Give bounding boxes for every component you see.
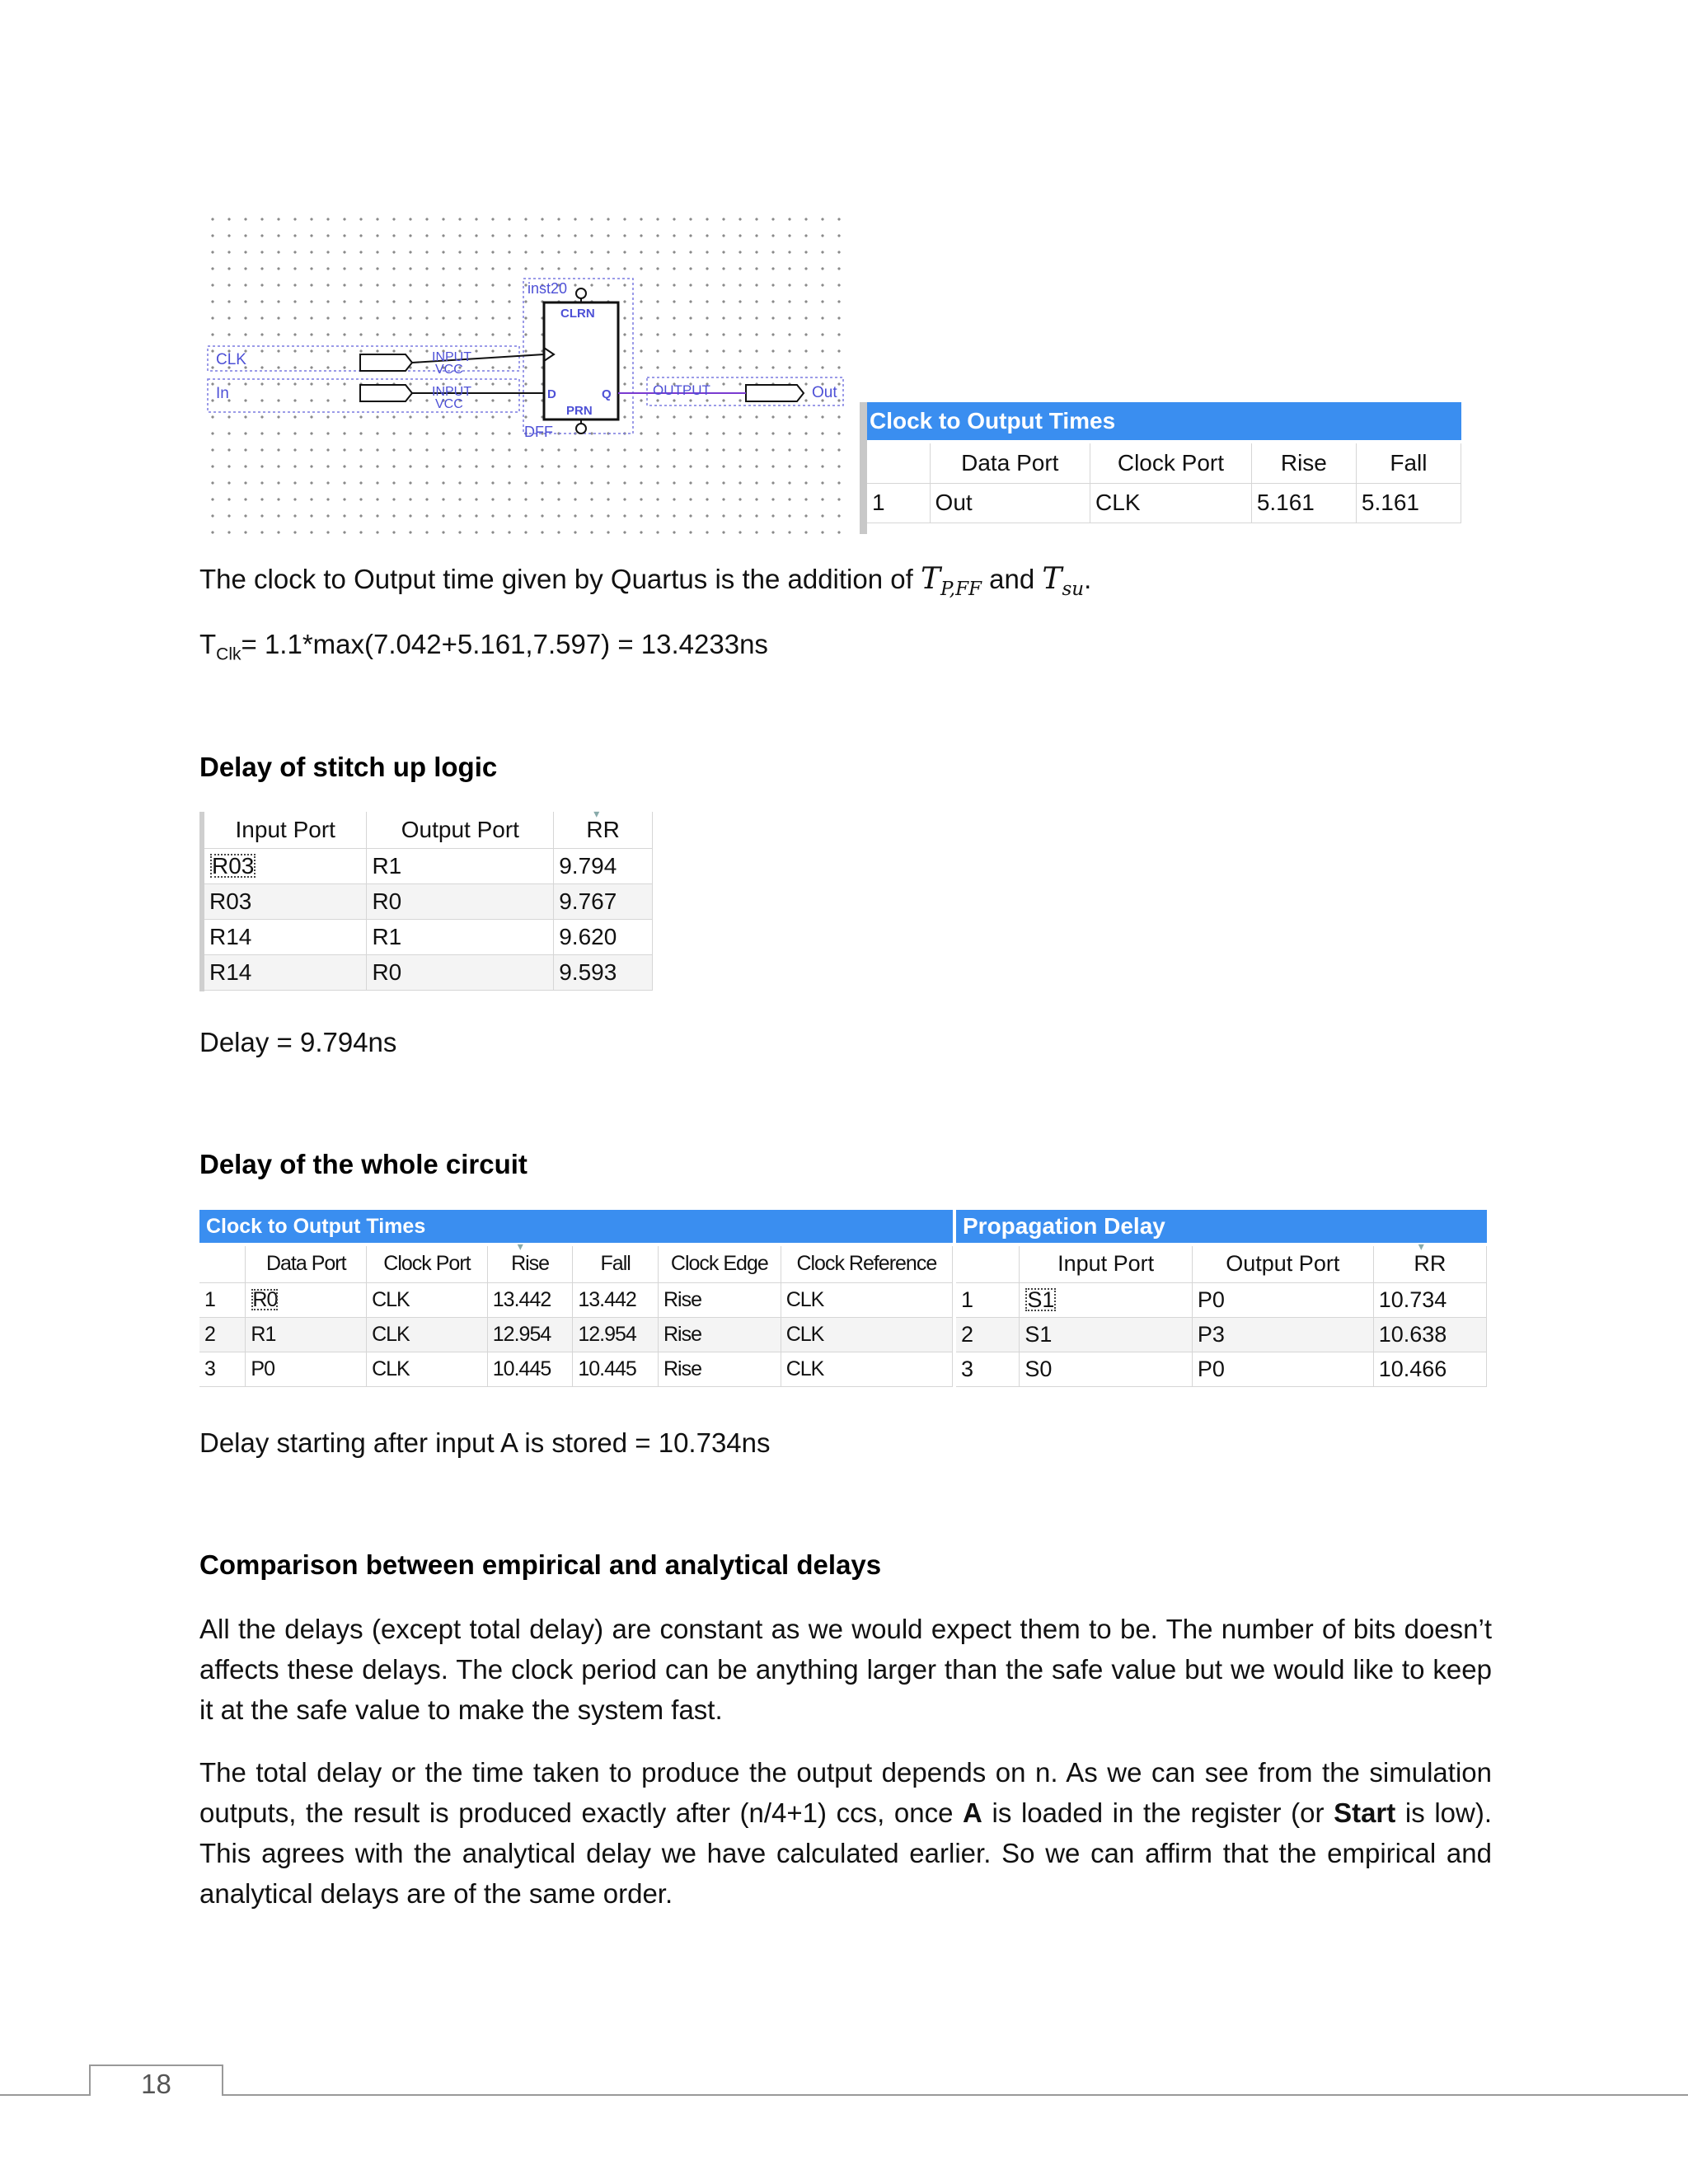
schematic-canvas bbox=[199, 206, 846, 536]
input-port-cell: R14 bbox=[204, 954, 367, 990]
in-input-pin bbox=[360, 385, 412, 401]
col-header: Output Port bbox=[367, 812, 554, 848]
rr-cell: 10.466 bbox=[1373, 1352, 1486, 1386]
output-port-cell: P3 bbox=[1192, 1317, 1373, 1352]
clock-reference-cell: CLK bbox=[781, 1352, 952, 1386]
compare-paragraph-1: All the delays (except total delay) are constant as we would expect them to be. The number of bits doesn’t affects these delays. The clock period can be anything larger than the safe value but we would like to keep it at the safe value to make the system fast. bbox=[199, 1614, 1492, 1725]
dff-label: DFF bbox=[524, 424, 553, 440]
table-header-row bbox=[204, 812, 653, 848]
table-header-row bbox=[956, 1246, 1487, 1282]
table-row[interactable] bbox=[199, 1352, 953, 1386]
vcc-label-2: VCC bbox=[435, 397, 463, 411]
data-port-cell: R0 bbox=[246, 1282, 367, 1317]
cto-big-table bbox=[199, 1240, 953, 1387]
output-port-cell: R1 bbox=[367, 848, 554, 883]
page-number: 18 bbox=[141, 2069, 171, 2099]
col-header: Clock Edge bbox=[658, 1246, 781, 1282]
col-header: ▾ Rise bbox=[487, 1246, 573, 1282]
rise-cell: 10.445 bbox=[487, 1352, 573, 1386]
delay-whole-text: Delay starting after input A is stored = 10.734ns bbox=[199, 1427, 771, 1458]
col-header: Rise bbox=[1251, 443, 1356, 483]
input-port-cell: R03 bbox=[204, 883, 367, 919]
table-row[interactable] bbox=[204, 954, 653, 990]
input-type-label-2: INPUT bbox=[432, 385, 471, 399]
out-output-pin bbox=[746, 385, 804, 401]
vcc-label-1: VCC bbox=[435, 363, 463, 377]
table-row[interactable] bbox=[204, 919, 653, 954]
col-header: Fall bbox=[573, 1246, 659, 1282]
fall-cell: 10.445 bbox=[573, 1352, 659, 1386]
symbol-t-su: $T_{su}$ bbox=[1042, 562, 1085, 601]
col-header: Data Port bbox=[930, 443, 1090, 483]
prop-delay-table bbox=[956, 1240, 1487, 1387]
col-header bbox=[199, 1246, 246, 1282]
table-row[interactable] bbox=[204, 848, 653, 883]
input-port-cell: R03 bbox=[204, 848, 367, 883]
dff-schematic bbox=[199, 206, 846, 536]
clk-label: CLK bbox=[216, 351, 246, 368]
table-row[interactable] bbox=[204, 883, 653, 919]
clrn-label: CLRN bbox=[560, 307, 595, 321]
table-row[interactable] bbox=[956, 1317, 1487, 1352]
col-header bbox=[867, 443, 930, 483]
cto-small-left-bar bbox=[860, 402, 867, 534]
rr-cell: 9.593 bbox=[554, 954, 653, 990]
row-index: 3 bbox=[956, 1352, 1020, 1386]
row-index: 1 bbox=[867, 483, 930, 523]
clock-port-cell: CLK bbox=[367, 1317, 488, 1352]
col-header: Data Port bbox=[246, 1246, 367, 1282]
clrn-bubble bbox=[576, 288, 586, 298]
row-index: 1 bbox=[956, 1282, 1020, 1317]
intro-text: The clock to Output time given by Quartus is the addition of bbox=[199, 564, 921, 594]
cto-small-table bbox=[867, 443, 1461, 523]
data-port-cell: R1 bbox=[246, 1317, 367, 1352]
col-header: Clock Port bbox=[1090, 443, 1252, 483]
col-header: ▾ RR bbox=[554, 812, 653, 848]
out-label: Out bbox=[812, 384, 837, 401]
tclk-equation: $T_{Clk}= 1.1*\max(7.042+5.161,7.597) = 13.4233ns$ bbox=[199, 629, 768, 664]
stitch-table bbox=[204, 807, 653, 991]
fall-cell: 12.954 bbox=[573, 1317, 659, 1352]
symbol-t-pff: $T_{P,FF}$ bbox=[920, 562, 982, 601]
clock-reference-cell: CLK bbox=[781, 1282, 952, 1317]
clock-edge-cell: Rise bbox=[658, 1352, 781, 1386]
input-port-cell: S0 bbox=[1020, 1352, 1193, 1386]
intro-paragraph: The clock to Output time given by Quartus is the addition of $T_{P,FF}$ and $T_{su}$. bbox=[199, 562, 1092, 601]
output-port-cell: P0 bbox=[1192, 1282, 1373, 1317]
fall-cell: 5.161 bbox=[1356, 483, 1461, 523]
compare-paragraph-2: The total delay or the time taken to produce the output depends on n. As we can see from the simulation outputs, the result is produced exactly after (n/4+1) ccs, once A is loaded in the register (or Start is low). This agrees with the analytical delay we have calculated earlier. So we can affirm that the empirical and analytical delays are of the same order. bbox=[199, 1757, 1493, 1909]
prop-delay-title: Propagation Delay bbox=[956, 1210, 1487, 1243]
col-header: Output Port bbox=[1192, 1246, 1373, 1282]
table-row[interactable] bbox=[956, 1352, 1487, 1386]
col-header: Clock Port bbox=[367, 1246, 488, 1282]
prn-bubble bbox=[576, 424, 586, 434]
rise-cell: 13.442 bbox=[487, 1282, 573, 1317]
table-row[interactable] bbox=[867, 483, 1461, 523]
input-port-cell: S1 bbox=[1020, 1317, 1193, 1352]
heading-stitch: Delay of stitch up logic bbox=[199, 752, 498, 782]
rr-cell: 10.638 bbox=[1373, 1317, 1486, 1352]
row-index: 2 bbox=[956, 1317, 1020, 1352]
rr-cell: 9.620 bbox=[554, 919, 653, 954]
col-header: Input Port bbox=[204, 812, 367, 848]
cto-small-title: Clock to Output Times bbox=[863, 402, 1461, 440]
table-row[interactable] bbox=[956, 1282, 1487, 1317]
clock-port-cell: CLK bbox=[1090, 483, 1252, 523]
input-port-cell: S1 bbox=[1020, 1282, 1193, 1317]
heading-whole: Delay of the whole circuit bbox=[199, 1149, 528, 1179]
col-header bbox=[956, 1246, 1020, 1282]
sort-arrow-icon: ▾ bbox=[593, 807, 600, 820]
row-index: 3 bbox=[199, 1352, 246, 1386]
clock-port-cell: CLK bbox=[367, 1352, 488, 1386]
data-port-cell: Out bbox=[930, 483, 1090, 523]
output-port-cell: R1 bbox=[367, 919, 554, 954]
row-index: 2 bbox=[199, 1317, 246, 1352]
clock-port-cell: CLK bbox=[367, 1282, 488, 1317]
heading-compare: Comparison between empirical and analytical delays bbox=[199, 1549, 882, 1580]
delay-stitch-text: Delay = 9.794ns bbox=[199, 1027, 397, 1057]
table-row[interactable] bbox=[199, 1282, 953, 1317]
rr-cell: 9.794 bbox=[554, 848, 653, 883]
output-type-label: OUTPUT bbox=[653, 382, 710, 398]
table-header-row bbox=[199, 1246, 953, 1282]
output-port-cell: R0 bbox=[367, 883, 554, 919]
sort-arrow-icon: ▾ bbox=[1418, 1240, 1424, 1253]
col-header: Fall bbox=[1356, 443, 1461, 483]
fall-cell: 13.442 bbox=[573, 1282, 659, 1317]
clk-input-pin bbox=[360, 354, 412, 371]
output-port-cell: R0 bbox=[367, 954, 554, 990]
rr-cell: 10.734 bbox=[1373, 1282, 1486, 1317]
clock-edge-cell: Rise bbox=[658, 1317, 781, 1352]
sort-arrow-icon: ▾ bbox=[517, 1240, 523, 1253]
q-pin-label: Q bbox=[602, 387, 612, 401]
table-header-row bbox=[867, 443, 1461, 483]
input-port-cell: R14 bbox=[204, 919, 367, 954]
prn-label: PRN bbox=[566, 404, 593, 418]
row-index: 1 bbox=[199, 1282, 246, 1317]
col-header: Input Port bbox=[1020, 1246, 1193, 1282]
col-header: Clock Reference bbox=[781, 1246, 952, 1282]
output-port-cell: P0 bbox=[1192, 1352, 1373, 1386]
d-pin-label: D bbox=[547, 387, 556, 401]
clock-edge-cell: Rise bbox=[658, 1282, 781, 1317]
in-label: In bbox=[216, 385, 229, 402]
table-row[interactable] bbox=[199, 1317, 953, 1352]
instance-label: inst20 bbox=[528, 280, 568, 297]
cto-big-title: Clock to Output Times bbox=[199, 1210, 953, 1243]
footer-rule bbox=[0, 2094, 1688, 2096]
rise-cell: 5.161 bbox=[1251, 483, 1356, 523]
data-port-cell: P0 bbox=[246, 1352, 367, 1386]
col-header: ▾ RR bbox=[1373, 1246, 1486, 1282]
clock-reference-cell: CLK bbox=[781, 1317, 952, 1352]
rise-cell: 12.954 bbox=[487, 1317, 573, 1352]
input-type-label-1: INPUT bbox=[432, 350, 471, 364]
rr-cell: 9.767 bbox=[554, 883, 653, 919]
